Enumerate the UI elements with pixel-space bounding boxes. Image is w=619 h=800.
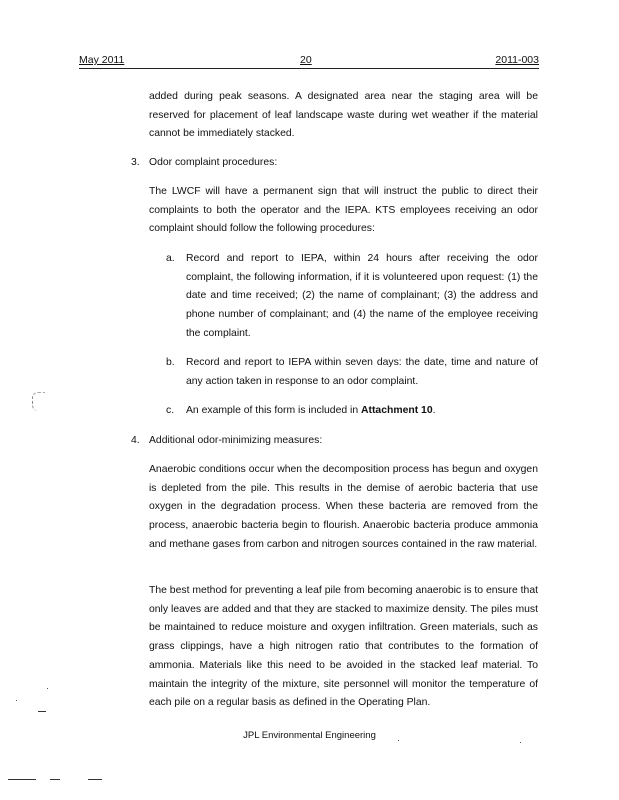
item-3c-letter: c. bbox=[166, 405, 175, 416]
item-3-title: Odor complaint procedures: bbox=[149, 157, 278, 168]
item-3b-text: Record and report to IEPA within seven days: the date, time and nature of any action taken in response to an odor complaint. bbox=[186, 357, 538, 387]
item-3a-letter: a. bbox=[166, 253, 175, 264]
header-doc-number: 2011-003 bbox=[495, 54, 539, 66]
scan-artifact-mark bbox=[88, 779, 102, 780]
item-4-number: 4. bbox=[131, 435, 140, 446]
item-3a-text: Record and report to IEPA, within 24 hours after receiving the odor complaint, the following information, if it is volunteered upon request: (1) the date and time received; (2) the name of complainant; (3) the address and phone number of complainant; and (4) the name of the employee receiving the complaint. bbox=[186, 253, 538, 339]
item-4-body-2: The best method for preventing a leaf pile from becoming anaerobic is to ensure that only leaves are added and that they are stacked to maximize density. The piles must be maintained to reduce moisture and oxygen infiltration. Green materials, such as grass clippings, have a high nitrogen ratio that contributes to the formation of ammonia. Materials like this need to be avoided in the stacked leaf material. To maintain the integrity of the mixture, site personnel will monitor the temperature of each pile on a regular basis as defined in the Operating Plan. bbox=[149, 585, 538, 709]
item-3c-suffix: . bbox=[432, 405, 436, 416]
header-page-number: 20 bbox=[300, 54, 312, 66]
continuation-paragraph: added during peak seasons. A designated area near the staging area will be reserved for placement of leaf landscape waste during wet weather if the material cannot be immediately stacked. bbox=[149, 91, 538, 140]
scan-artifact-mark bbox=[38, 711, 46, 712]
scan-artifact-dot bbox=[16, 700, 17, 701]
item-4-body-1: Anaerobic conditions occur when the decomposition process has begun and oxygen is depleted from the pile. This results in the demise of aerobic bacteria that use oxygen in the degradation process. When these bacteria are removed from the process, anaerobic bacteria begin to flourish. Anaerobic bacteria produce ammonia and methane gases from carbon and nitrogen sources contained in the raw material. bbox=[149, 464, 538, 550]
scan-artifact-mark bbox=[50, 779, 60, 780]
item-3-number: 3. bbox=[131, 157, 140, 168]
header-rule bbox=[79, 68, 539, 69]
item-3b-letter: b. bbox=[166, 357, 175, 368]
item-3c-prefix: An example of this form is included in bbox=[186, 405, 361, 416]
item-3-body: The LWCF will have a permanent sign that will instruct the public to direct their complaints to both the operator and the IEPA. KTS employees receiving an odor complaint should follow the following procedures: bbox=[149, 186, 538, 235]
scan-artifact-dot bbox=[520, 742, 521, 743]
item-3c-text bbox=[186, 402, 538, 421]
footer-company: JPL Environmental Engineering bbox=[243, 730, 376, 741]
scan-artifact-bracket bbox=[32, 392, 45, 411]
item-4-title: Additional odor-minimizing measures: bbox=[149, 435, 323, 446]
attachment-reference: Attachment 10 bbox=[361, 405, 433, 416]
scan-artifact-mark bbox=[8, 779, 36, 780]
header-date: May 2011 bbox=[79, 54, 125, 66]
scan-artifact-dot bbox=[47, 688, 48, 689]
scan-artifact-dot bbox=[398, 740, 399, 741]
